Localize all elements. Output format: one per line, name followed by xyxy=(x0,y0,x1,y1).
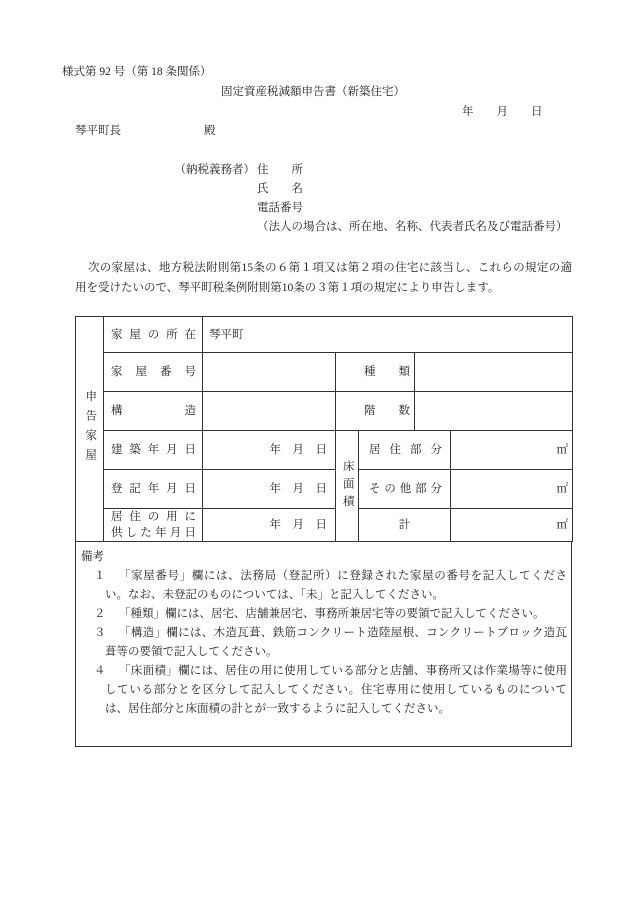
label-char: 居 xyxy=(369,444,381,456)
filing-date: 年 月 日 xyxy=(462,106,543,118)
taxpayer-corporate-note: （法人の場合は、所在地、名称、代表者氏名及び電話番号） xyxy=(257,221,568,233)
note-number: ３ xyxy=(94,627,106,639)
label-char: 家 xyxy=(111,366,123,378)
label-char: 住 xyxy=(129,511,141,523)
table-row xyxy=(76,431,573,470)
label-char: 登 xyxy=(111,483,123,495)
label-char: 号 xyxy=(184,366,196,378)
structure-value xyxy=(203,392,336,431)
label-char: 種 xyxy=(364,366,376,378)
statement-line-2: 用を受けたいので、琴平町税条例附則第10条の３第１項の規定により申告します。 xyxy=(75,282,500,294)
registration-date-label-cell xyxy=(104,470,203,509)
label-char: に xyxy=(184,511,196,523)
occupancy-date-label-cell xyxy=(104,509,203,542)
registration-date-label xyxy=(111,481,196,497)
label-char: 部 xyxy=(415,483,427,495)
note-item-4 xyxy=(76,662,571,681)
section-label: 申告家屋 xyxy=(84,390,97,468)
label-char: 階 xyxy=(364,405,376,417)
construction-date-label-cell xyxy=(104,431,203,470)
declaration-form xyxy=(75,316,572,747)
floors-label xyxy=(364,403,410,419)
addressee-honorific: 殿 xyxy=(204,125,216,137)
label-char: 分 xyxy=(430,444,442,456)
occupancy-date-label-line-2 xyxy=(111,525,196,541)
note-item-2 xyxy=(76,605,571,624)
label-char: 供 xyxy=(111,527,123,539)
location-label xyxy=(111,327,196,343)
kind-label-cell xyxy=(336,353,415,392)
note-number: １ xyxy=(94,570,106,582)
total-area-value: ㎡ xyxy=(451,509,573,542)
construction-date-value: 年 月 日 xyxy=(203,431,336,470)
label-char: 分 xyxy=(430,483,442,495)
house-number-value xyxy=(203,353,336,392)
note-item-1 xyxy=(76,567,571,586)
note-text: 「種類」欄には、居宅、店舗兼居宅、事務所兼居宅等の要領で記入してください。 xyxy=(119,608,545,620)
label-char: 所 xyxy=(166,328,178,341)
table-row xyxy=(76,470,573,509)
note-number: ２ xyxy=(94,608,106,620)
note-number: ４ xyxy=(94,665,106,677)
taxpayer-name-label: 氏 名 xyxy=(257,183,303,195)
total-area-label: 計 xyxy=(359,509,451,542)
occupancy-date-value: 年 月 日 xyxy=(203,509,336,542)
form-number: 様式第 92 号（第 18 条関係） xyxy=(62,66,212,78)
label-char: 築 xyxy=(129,444,141,456)
structure-label xyxy=(111,403,196,419)
label-char: 造 xyxy=(184,405,196,417)
label-char: そ xyxy=(369,483,381,495)
note-text: 「床面積」欄には、居住の用に使用している部分と店舗、事務所又は作業場等に使用 xyxy=(119,665,567,677)
occupancy-date-label-line-1 xyxy=(111,509,196,525)
note-text: 「構造」欄には、木造瓦葺、鉄筋コンクリート造陸屋根、コンクリートブロック造瓦 xyxy=(119,627,567,639)
label-char: 屋 xyxy=(135,366,147,378)
house-number-label xyxy=(111,364,196,380)
label-char: 日 xyxy=(184,483,196,495)
location-label-cell xyxy=(104,317,203,353)
label-char: 居 xyxy=(111,511,123,523)
note-text: は、居住部分と床面積の計とが一致するように記入してください。 xyxy=(105,703,450,715)
floors-value xyxy=(415,392,573,431)
section-label-cell xyxy=(76,317,104,542)
note-text: 葺等の要領で記入してください。 xyxy=(105,646,278,658)
residential-area-label-cell xyxy=(359,431,451,470)
label-char: し xyxy=(125,527,138,539)
floor-area-label-cell xyxy=(336,431,359,542)
note-item-3 xyxy=(76,624,571,643)
label-char: 年 xyxy=(147,483,160,495)
taxpayer-role-label: （納税義務者） xyxy=(174,164,255,176)
label-char: 日 xyxy=(184,527,196,539)
statement-line-1: 次の家屋は、地方税法附則第15条の６第１項又は第２項の住宅に該当し、これらの規定の適 xyxy=(88,262,572,274)
label-char: 月 xyxy=(169,527,182,539)
other-area-label-cell xyxy=(359,470,451,509)
floors-label-cell xyxy=(336,392,415,431)
label-char: 番 xyxy=(160,366,172,378)
property-table xyxy=(75,316,573,542)
note-text: 「家屋番号」欄には、法務局（登記所）に登録された家屋の番号を記入してくださ xyxy=(119,570,567,582)
table-row xyxy=(76,509,573,542)
label-char: 日 xyxy=(184,444,196,456)
residential-area-value: ㎡ xyxy=(451,431,573,470)
label-char: の xyxy=(147,511,160,523)
label-char: 建 xyxy=(111,444,123,456)
label-char: 月 xyxy=(166,483,178,495)
table-row xyxy=(76,317,573,353)
notes-box xyxy=(75,542,572,747)
construction-date-label xyxy=(111,442,196,458)
structure-label-cell xyxy=(104,392,203,431)
label-char: 年 xyxy=(147,444,160,456)
label-char: 類 xyxy=(398,366,410,378)
label-char: 記 xyxy=(129,483,141,495)
kind-value xyxy=(415,353,573,392)
floor-area-label: 床面積 xyxy=(341,459,354,513)
note-text: している部分とを区分して記入してください。住宅専用に使用しているものについて xyxy=(105,684,567,696)
other-area-label xyxy=(369,481,442,497)
notes-title: 備考 xyxy=(81,551,104,563)
document-title: 固定資産税減額申告書（新築住宅） xyxy=(221,86,405,98)
label-char: 構 xyxy=(111,405,123,417)
note-text: い。なお、未登記のものについては、「未」と記入してください。 xyxy=(105,589,445,601)
kind-label xyxy=(364,364,410,380)
label-char: 屋 xyxy=(129,328,141,341)
table-row xyxy=(76,392,573,431)
label-char: 家 xyxy=(111,328,123,341)
label-char: 用 xyxy=(166,511,178,523)
addressee-name: 琴平町長 xyxy=(75,125,121,137)
label-char: た xyxy=(140,527,152,539)
house-number-label-cell xyxy=(104,353,203,392)
other-area-value: ㎡ xyxy=(451,470,573,509)
taxpayer-address-label: 住 所 xyxy=(257,164,303,176)
residential-area-label xyxy=(369,442,442,458)
location-value: 琴平町 xyxy=(203,317,573,353)
label-char: 在 xyxy=(184,328,196,341)
label-char: 住 xyxy=(389,444,401,456)
label-char: 数 xyxy=(398,405,410,417)
taxpayer-phone-label: 電話番号 xyxy=(257,202,303,214)
label-char: 他 xyxy=(399,483,412,495)
label-char: の xyxy=(384,483,396,495)
table-row xyxy=(76,353,573,392)
label-char: 年 xyxy=(155,527,167,539)
label-char: の xyxy=(147,328,160,341)
label-char: 月 xyxy=(166,444,178,456)
label-char: 部 xyxy=(410,444,422,456)
registration-date-value: 年 月 日 xyxy=(203,470,336,509)
